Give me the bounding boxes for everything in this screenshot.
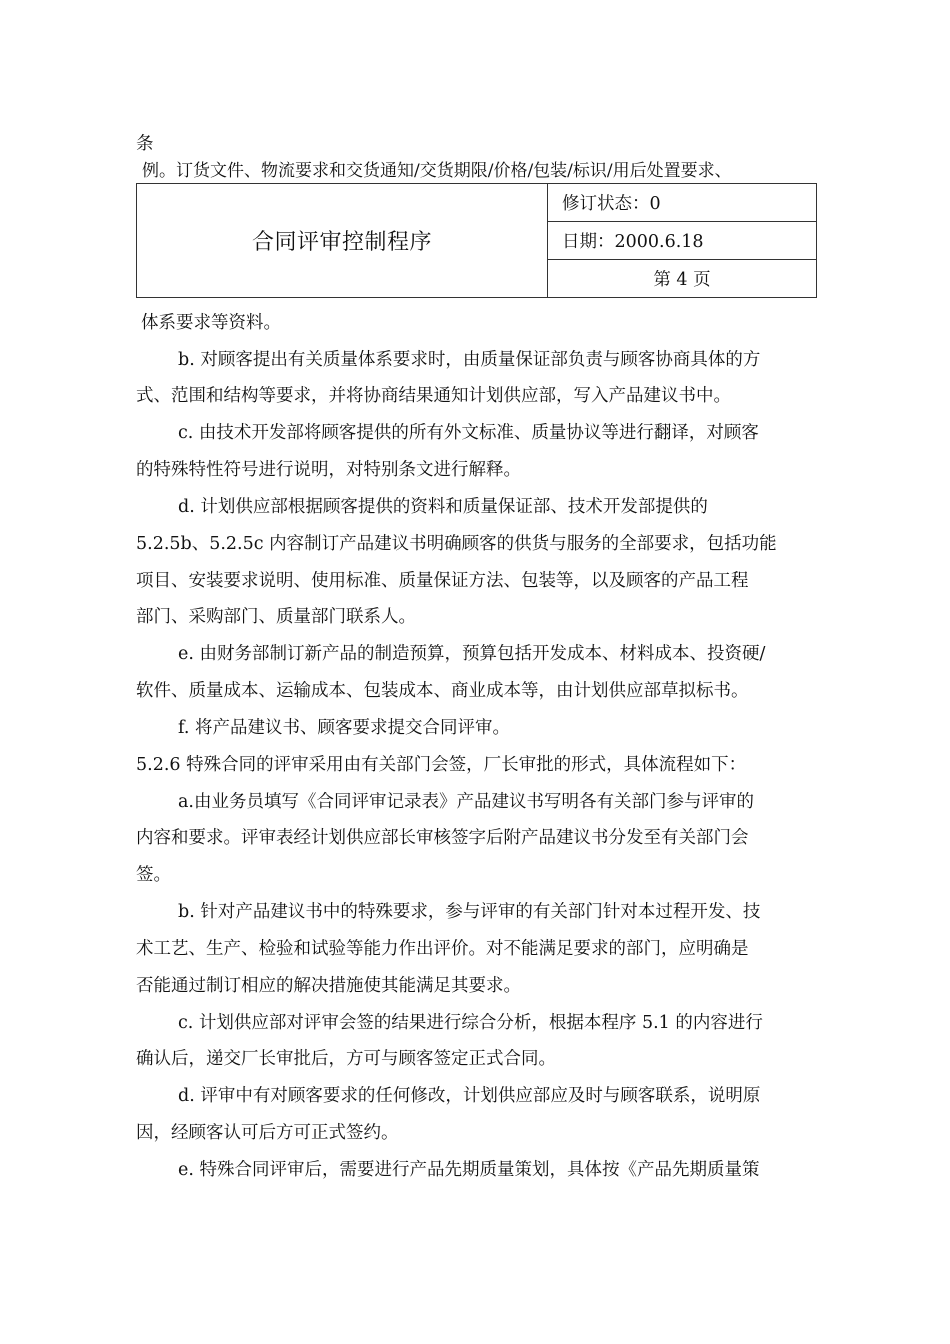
text-line-23: 因，经顾客认可后方可正式签约。 [136,1123,399,1143]
text-line-17: b. 针对产品建议书中的特殊要求，参与评审的有关部门针对本过程开发、技 [178,902,761,922]
document-title: 合同评审控制程序 [137,184,548,298]
text-line-1: 体系要求等资料。 [141,313,281,333]
text-line-14: a.由业务员填写《合同评审记录表》产品建议书写明各有关部门参与评审的 [178,792,754,812]
text-line-2: b. 对顾客提出有关质量体系要求时，由质量保证部负责与顾客协商具体的方 [178,350,761,370]
text-line-18: 术工艺、生产、检验和试验等能力作出评价。对不能满足要求的部门，应明确是 [136,939,749,959]
page-number: 第 4 页 [548,260,817,298]
text-line-16: 签。 [136,865,171,885]
text-line-13: 5.2.6 特殊合同的评审采用由有关部门会签，厂长审批的形式，具体流程如下： [136,755,747,775]
text-line-5: 的特殊特性符号进行说明，对特别条文进行解释。 [136,460,521,480]
text-line-20: c. 计划供应部对评审会签的结果进行综合分析，根据本程序 5.1 的内容进行 [178,1013,763,1033]
text-line-22: d. 评审中有对顾客要求的任何修改，计划供应部应及时与顾客联系，说明原 [178,1086,761,1106]
text-line-3: 式、范围和结构等要求，并将协商结果通知计划供应部，写入产品建议书中。 [136,386,731,406]
text-line-8: 项目、安装要求说明、使用标准、质量保证方法、包装等，以及顾客的产品工程 [136,571,749,591]
text-line-11: 软件、质量成本、运输成本、包装成本、商业成本等，由计划供应部草拟标书。 [136,681,749,701]
text-line-top-1: 条 [136,134,154,154]
document-date: 日期：2000.6.18 [548,222,817,260]
text-line-15: 内容和要求。评审表经计划供应部长审核签字后附产品建议书分发至有关部门会 [136,828,749,848]
text-line-10: e. 由财务部制订新产品的制造预算，预算包括开发成本、材料成本、投资硬/ [178,644,766,664]
text-line-12: f. 将产品建议书、顾客要求提交合同评审。 [178,718,510,738]
text-line-9: 部门、采购部门、质量部门联系人。 [136,607,416,627]
text-line-21: 确认后，递交厂长审批后，方可与顾客签定正式合同。 [136,1049,556,1069]
revision-status: 修订状态：0 [548,184,817,222]
text-line-4: c. 由技术开发部将顾客提供的所有外文标准、质量协议等进行翻译，对顾客 [178,423,759,443]
text-line-top-2: 例。订货文件、物流要求和交货通知/交货期限/价格/包装/标识/用后处置要求、 [142,161,732,181]
text-line-6: d. 计划供应部根据顾客提供的资料和质量保证部、技术开发部提供的 [178,497,708,517]
text-line-7: 5.2.5b、5.2.5c 内容制订产品建议书明确顾客的供货与服务的全部要求，包括功能 [136,534,777,554]
text-line-19: 否能通过制订相应的解决措施使其能满足其要求。 [136,976,521,996]
text-line-24: e. 特殊合同评审后，需要进行产品先期质量策划，具体按《产品先期质量策 [178,1160,760,1180]
document-header-table [136,183,817,298]
